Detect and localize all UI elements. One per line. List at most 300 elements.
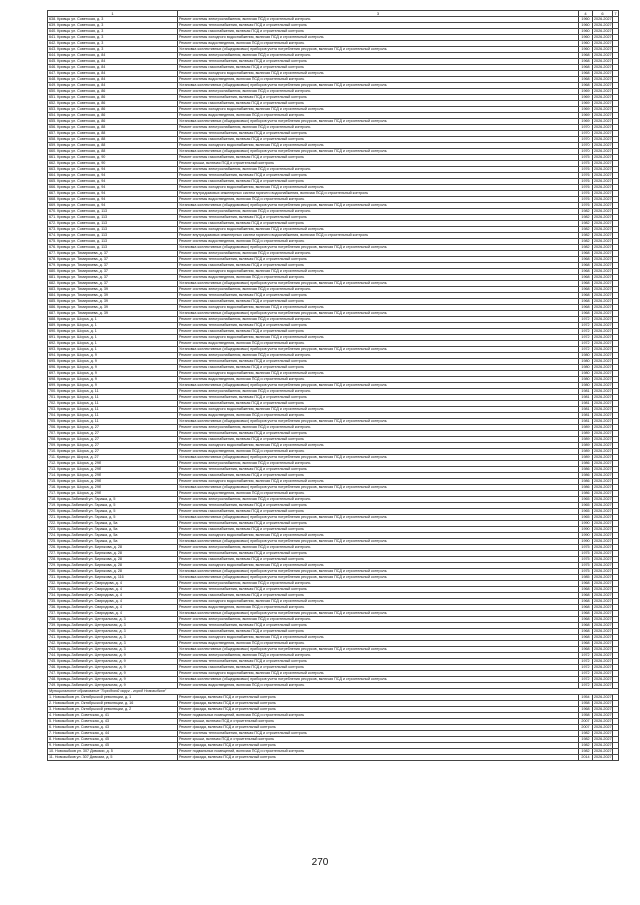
row-period: 2026-2027 (594, 347, 612, 351)
row-address: 708. Кривцы ул. Шорса, д. 27 (48, 437, 178, 443)
row-work-type: Ремонт системы водоотведения, включая ПСД и строительный контроль (178, 605, 579, 611)
row-address: 701. Кривцы ул. Шорса, д. 11 (48, 395, 178, 401)
row-period: 2026-2027 (594, 455, 612, 459)
row-year: 1968 (579, 623, 593, 629)
row-year: 1976 (579, 191, 593, 197)
row-address: 686. Кривцы ул. Тимирязева, д. 39 (48, 305, 178, 311)
row-work-type: Ремонт системы теплоснабжения, включая ПСД и строительный контроль (178, 95, 579, 101)
row-year: 1968 (579, 59, 593, 65)
row-address: 722. Кривцы-Забинкий ул. Гаража, д. 5а (48, 521, 178, 527)
row-period: 2026-2027 (594, 563, 612, 567)
row-year: 1969 (579, 113, 593, 119)
row-period: 2026-2027 (594, 551, 612, 555)
row-address: 643. Кривцы ул. Советская, д. 3 (48, 47, 178, 53)
row-work-type: Ремонт фасада, включая ПСД и строительный контроль (178, 725, 579, 731)
row-period: 2026-2027 (594, 527, 612, 531)
row-address: 660. Кривцы ул. Советская, д. 88 (48, 149, 178, 155)
row-year: 1960 (579, 17, 593, 23)
row-year: 1980 (579, 359, 593, 365)
row-period: 2026-2027 (594, 35, 612, 39)
row-period: 2026-2027 (594, 281, 612, 285)
row-period: 2026-2027 (594, 659, 612, 663)
row-address: 692. Кривцы ул. Шорса, д. 1 (48, 341, 178, 347)
row-period: 2026-2027 (594, 635, 612, 639)
row-address: 691. Кривцы ул. Шорса, д. 1 (48, 335, 178, 341)
row-work-type: Ремонт системы теплоснабжения, включая ПСД и строительный контроль (178, 323, 579, 329)
row-address: 1. Новозыбков ул. Октябрьской революции, д. 1 (48, 695, 178, 701)
row-address: 690. Кривцы ул. Шорса, д. 1 (48, 329, 178, 335)
row-period: 2026-2027 (594, 425, 612, 429)
row-year: 1968 (579, 77, 593, 83)
row-year: 1968 (579, 611, 593, 617)
row-work-type: Ремонт системы газоснабжения, включая ПСД и строительный контроль (178, 527, 579, 533)
row-year: 1990 (579, 533, 593, 539)
row-work-type: Ремонт системы электроснабжения, включая ПСД и строительный контроль (178, 461, 579, 467)
row-year: 1975 (579, 557, 593, 563)
row-year: 1968 (579, 65, 593, 71)
row-period: 2026-2027 (594, 311, 612, 315)
row-address: 666. Кривцы ул. Советская, д. 94 (48, 185, 178, 191)
row-year: 1968 (579, 281, 593, 287)
row-address: 702. Кривцы ул. Шорса, д. 11 (48, 401, 178, 407)
row-year: 1980 (579, 365, 593, 371)
row-address: 667. Кривцы ул. Советская, д. 94 (48, 191, 178, 197)
table-row (48, 755, 619, 761)
row-address: 678. Кривцы ул. Тимирязева, д. 37 (48, 257, 178, 263)
row-address: 653. Кривцы ул. Советская, д. 86 (48, 107, 178, 113)
row-work-type: Ремонт системы электроснабжения, включая ПСД и строительный контроль (178, 209, 579, 215)
row-period: 2026-2027 (594, 497, 612, 501)
row-year: 1954 (579, 695, 593, 701)
row-address: 641. Кривцы ул. Советская, д. 3 (48, 35, 178, 41)
row-year: 1989 (579, 431, 593, 437)
row-year: 1968 (579, 599, 593, 605)
row-work-type: Ремонт системы газоснабжения, включая ПСД и строительный контроль (178, 155, 579, 161)
row-year: 1968 (579, 311, 593, 317)
row-work-type: Ремонт подвальных помещений, включая ПСД и строительный контроль (178, 749, 579, 755)
row-work-type: Ремонт системы водоотведения, включая ПСД и строительный контроль (178, 413, 579, 419)
row-address: 707. Кривцы ул. Шорса, д. 27 (48, 431, 178, 437)
row-period: 2026-2027 (594, 671, 612, 675)
row-period: 2026-2027 (594, 389, 612, 393)
row-work-type: Ремонт системы холодного водоснабжения, включая ПСД и строительный контроль (178, 635, 579, 641)
row-address: 717. Кривцы ул. Шорса, д. 29б (48, 491, 178, 497)
row-work-type: Ремонт системы газоснабжения, включая ПСД и строительный контроль (178, 65, 579, 71)
row-period: 2026-2027 (594, 95, 612, 99)
row-work-type: Установка коллективных (общедомовых) приборов учета потребления ресурсов, включая ПСД и строительный контроль (178, 203, 579, 209)
row-period: 2026-2027 (594, 23, 612, 27)
row-work-type: Ремонт системы холодного водоснабжения, включая ПСД и строительный контроль (178, 371, 579, 377)
row-work-type: Установка коллективных (общедомовых) приборов учета потребления ресурсов, включая ПСД и строительный контроль (178, 419, 579, 425)
row-address: 2. Новозыбков ул. Октябрьской революции, д. 16 (48, 701, 178, 707)
row-period: 2026-2027 (594, 707, 612, 711)
row-address: 741. Кривцы-Забинкий ул. Центральная, д. 3 (48, 635, 178, 641)
row-address: 5. Новозыбков ул. Советская, д. 43 (48, 719, 178, 725)
row-period: 2026-2027 (594, 509, 612, 513)
row-address: 661. Кривцы ул. Советская, д. 90 (48, 155, 178, 161)
row-period: 2026-2027 (594, 323, 612, 327)
row-address: 671. Кривцы ул. Советская, д. 113 (48, 215, 178, 221)
row-work-type: Ремонт крыши, включая ПСД и строительный контроль (178, 719, 579, 725)
row-address: 709. Кривцы ул. Шорса, д. 27 (48, 443, 178, 449)
header-col-6: 6 (593, 11, 613, 17)
row-address: 656. Кривцы ул. Советская, д. 88 (48, 125, 178, 131)
row-address: 3. Новозыбков ул. Октябрьской революции, д. 2 (48, 707, 178, 713)
row-address: 716. Кривцы ул. Шорса, д. 29б (48, 485, 178, 491)
row-address: 640. Кривцы ул. Советская, д. 3 (48, 29, 178, 35)
row-work-type: Установка коллективных (общедомовых) приборов учета потребления ресурсов, включая ПСД и строительный контроль (178, 539, 579, 545)
row-address: 689. Кривцы ул. Шорса, д. 1 (48, 323, 178, 329)
row-year: 1970 (579, 149, 593, 155)
row-year: 1965 (579, 497, 593, 503)
row-address: 644. Кривцы ул. Советская, д. 84 (48, 53, 178, 59)
row-work-type: Ремонт системы теплоснабжения, включая ПСД и строительный контроль (178, 503, 579, 509)
row-year: 1989 (579, 437, 593, 443)
row-year: 1981 (579, 413, 593, 419)
row-year: 1972 (579, 335, 593, 341)
row-period: 2026-2027 (594, 701, 612, 705)
row-work-type: Ремонт системы холодного водоснабжения, включая ПСД и строительный контроль (178, 35, 579, 41)
row-address: 658. Кривцы ул. Советская, д. 88 (48, 137, 178, 143)
row-year: 1972 (579, 671, 593, 677)
row-period: 2026-2027 (594, 47, 612, 51)
row-work-type: Ремонт системы электроснабжения, включая ПСД и строительный контроль (178, 353, 579, 359)
row-address: 720. Кривцы-Забинкий ул. Гаража, д. 5 (48, 509, 178, 515)
row-year: 1970 (579, 125, 593, 131)
row-year: 1982 (579, 245, 593, 251)
row-year: 1968 (579, 617, 593, 623)
row-year: 1982 (579, 239, 593, 245)
row-work-type: Ремонт системы теплоснабжения, включая ПСД и строительный контроль (178, 293, 579, 299)
row-year: 1982 (579, 749, 593, 755)
row-address: 696. Кривцы ул. Шорса, д. 9 (48, 365, 178, 371)
row-address: 748. Кривцы-Забинкий ул. Центральная, д. 9 (48, 677, 178, 683)
row-period: 2026-2027 (594, 143, 612, 147)
row-year: 1972 (579, 347, 593, 353)
row-period: 2026-2027 (594, 683, 612, 687)
row-address: 703. Кривцы ул. Шорса, д. 11 (48, 407, 178, 413)
row-period: 2026-2027 (594, 461, 612, 465)
row-work-type: Ремонт системы водоотведения, включая ПСД и строительный контроль (178, 641, 579, 647)
row-period: 2026-2027 (594, 335, 612, 339)
row-period: 2026-2027 (594, 677, 612, 681)
row-address: 715. Кривцы ул. Шорса, д. 29б (48, 479, 178, 485)
row-year: 1990 (579, 527, 593, 533)
row-address: 654. Кривцы ул. Советская, д. 86 (48, 113, 178, 119)
row-work-type: Ремонт системы холодного водоснабжения, включая ПСД и строительный контроль (178, 185, 579, 191)
row-work-type: Ремонт системы теплоснабжения, включая ПСД и строительный контроль (178, 173, 579, 179)
row-address: 674. Кривцы ул. Советская, д. 113 (48, 233, 178, 239)
row-year: 1972 (579, 683, 593, 689)
row-period: 2026-2027 (594, 53, 612, 57)
row-period: 2026-2027 (594, 443, 612, 447)
row-work-type: Ремонт системы водоотведения, включая ПСД и строительный контроль (178, 197, 579, 203)
row-work-type: Ремонт системы электроснабжения, включая ПСД и строительный контроль (178, 317, 579, 323)
row-work-type: Ремонт системы теплоснабжения, включая ПСД и строительный контроль (178, 59, 579, 65)
row-period: 2026-2027 (594, 467, 612, 471)
row-period: 2026-2027 (594, 377, 612, 381)
row-period: 2026-2027 (594, 749, 612, 753)
row-year: 1965 (579, 515, 593, 521)
row-work-type: Ремонт системы газоснабжения, включая ПСД и строительный контроль (178, 437, 579, 443)
row-period: 2026-2027 (594, 431, 612, 435)
row-address: 746. Кривцы-Забинкий ул. Центральная, д. 9 (48, 665, 178, 671)
row-address: 672. Кривцы ул. Советская, д. 113 (48, 221, 178, 227)
row-address: 747. Кривцы-Забинкий ул. Центральная, д. 9 (48, 671, 178, 677)
row-work-type: Ремонт системы холодного водоснабжения, включая ПСД и строительный контроль (178, 305, 579, 311)
row-address: 4. Новозыбков ул. Советская, д. 41 (48, 713, 178, 719)
row-address: 684. Кривцы ул. Тимирязева, д. 39 (48, 293, 178, 299)
row-period: 2026-2027 (594, 587, 612, 591)
row-year: 1968 (579, 299, 593, 305)
row-period: 2026-2027 (594, 167, 612, 171)
row-period: 2026-2027 (594, 545, 612, 549)
row-address: 688. Кривцы ул. Шорса, д. 1 (48, 317, 178, 323)
row-year: 1982 (579, 209, 593, 215)
row-year: 1968 (579, 593, 593, 599)
row-year: 1975 (579, 155, 593, 161)
row-work-type: Ремонт системы водоотведения, включая ПСД и строительный контроль (178, 113, 579, 119)
row-work-type: Ремонт системы теплоснабжения, включая ПСД и строительный контроль (178, 551, 579, 557)
row-period: 2026-2027 (594, 209, 612, 213)
row-work-type: Ремонт системы электроснабжения, включая ПСД и строительный контроль (178, 53, 579, 59)
row-year: 2007 (579, 719, 593, 725)
row-year: 1960 (579, 47, 593, 53)
row-address: 721. Кривцы-Забинкий ул. Гаража, д. 5 (48, 515, 178, 521)
row-period: 2026-2027 (594, 515, 612, 519)
row-period: 2026-2027 (594, 665, 612, 669)
row-period: 2026-2027 (594, 245, 612, 249)
row-address: 742. Кривцы-Забинкий ул. Центральная, д. 3 (48, 641, 178, 647)
row-year: 1976 (579, 167, 593, 173)
row-address: 743. Кривцы-Забинкий ул. Центральная, д. 3 (48, 647, 178, 653)
header-col-7: 7 (614, 11, 617, 16)
row-address: 713. Кривцы ул. Шорса, д. 29б (48, 467, 178, 473)
row-period: 2026-2027 (594, 725, 612, 729)
row-year: 1968 (579, 293, 593, 299)
row-year: 1982 (579, 743, 593, 749)
row-year: 2007 (579, 725, 593, 731)
row-period: 2026-2027 (594, 71, 612, 75)
row-work-type: Ремонт системы электроснабжения, включая ПСД и строительный контроль (178, 581, 579, 587)
row-year: 1969 (579, 119, 593, 125)
row-address: 681. Кривцы ул. Тимирязева, д. 37 (48, 275, 178, 281)
row-work-type: Установка коллективных (общедомовых) приборов учета потребления ресурсов, включая ПСД и строительный контроль (178, 455, 579, 461)
row-work-type: Ремонт системы газоснабжения, включая ПСД и строительный контроль (178, 629, 579, 635)
row-address: 695. Кривцы ул. Шорса, д. 9 (48, 359, 178, 365)
row-work-type: Ремонт фасада, включая ПСД и строительный контроль (178, 743, 579, 749)
row-work-type: Ремонт системы холодного водоснабжения, включая ПСД и строительный контроль (178, 563, 579, 569)
table-body (48, 17, 619, 761)
row-period: 2026-2027 (594, 257, 612, 261)
row-address: 727. Кривцы-Забинкий ул. Бирюкова, д. 28 (48, 551, 178, 557)
row-period: 2026-2027 (594, 599, 612, 603)
row-work-type: Установка коллективных (общедомовых) приборов учета потребления ресурсов, включая ПСД и строительный контроль (178, 515, 579, 521)
row-year: 1968 (579, 263, 593, 269)
row-address: 728. Кривцы-Забинкий ул. Бирюкова, д. 28 (48, 557, 178, 563)
row-work-type: Ремонт системы теплоснабжения, включая ПСД и строительный контроль (178, 731, 579, 737)
row-year: 1986 (579, 473, 593, 479)
row-address: 726. Кривцы-Забинкий ул. Бирюкова, д. 28 (48, 545, 178, 551)
row-work-type: Ремонт системы электроснабжения, включая ПСД и строительный контроль (178, 617, 579, 623)
row-address: 723. Кривцы-Забинкий ул. Гаража, д. 5а (48, 527, 178, 533)
row-year: 1968 (579, 629, 593, 635)
row-year: 1972 (579, 653, 593, 659)
row-work-type: Ремонт системы электроснабжения, включая ПСД и строительный контроль (178, 545, 579, 551)
row-address: 694. Кривцы ул. Шорса, д. 9 (48, 353, 178, 359)
row-year: 1982 (579, 233, 593, 239)
row-year: 1968 (579, 53, 593, 59)
row-year: 1980 (579, 383, 593, 389)
row-period: 2026-2027 (594, 293, 612, 297)
row-work-type: Ремонт системы теплоснабжения, включая ПСД и строительный контроль (178, 623, 579, 629)
row-period: 2026-2027 (594, 557, 612, 561)
row-work-type: Ремонт системы газоснабжения, включая ПСД и строительный контроль (178, 665, 579, 671)
row-address: 734. Кривцы-Забинкий ул. Свиридова, д. 4 (48, 593, 178, 599)
row-work-type: Ремонт системы газоснабжения, включая ПСД и строительный контроль (178, 557, 579, 563)
row-period: 2026-2027 (594, 185, 612, 189)
row-address: 673. Кривцы ул. Советская, д. 113 (48, 227, 178, 233)
row-address: 669. Кривцы ул. Советская, д. 94 (48, 203, 178, 209)
row-year: 1980 (579, 371, 593, 377)
row-period: 2026-2027 (594, 395, 612, 399)
row-period: 2026-2027 (594, 341, 612, 345)
row-work-type: Ремонт подвальных помещений, включая ПСД и строительный контроль (178, 713, 579, 719)
row-year: 1968 (579, 605, 593, 611)
row-work-type: Установка коллективных (общедомовых) приборов учета потребления ресурсов, включая ПСД и строительный контроль (178, 119, 579, 125)
row-period: 2026-2027 (594, 737, 612, 741)
row-address: 645. Кривцы ул. Советская, д. 84 (48, 59, 178, 65)
page-number: 270 (311, 857, 329, 868)
row-period: 2026-2027 (594, 695, 612, 699)
row-work-type: Ремонт системы теплоснабжения, включая ПСД и строительный контроль (178, 521, 579, 527)
row-period: 2026-2027 (594, 305, 612, 309)
row-year: 1976 (579, 185, 593, 191)
row-year: 1976 (579, 197, 593, 203)
row-period: 2026-2027 (594, 59, 612, 63)
row-address: 659. Кривцы ул. Советская, д. 88 (48, 143, 178, 149)
row-period: 2026-2027 (594, 629, 612, 633)
row-work-type: Установка коллективных (общедомовых) приборов учета потребления ресурсов, включая ПСД и строительный контроль (178, 647, 579, 653)
row-year: 1960 (579, 23, 593, 29)
row-address: 10. Новозыбков ул. 307 Дивизии, д. 5 (48, 749, 178, 755)
row-work-type: Ремонт системы холодного водоснабжения, включая ПСД и строительный контроль (178, 143, 579, 149)
row-period: 2026-2027 (594, 161, 612, 165)
row-year: 1990 (579, 539, 593, 545)
row-period: 2026-2027 (594, 269, 612, 273)
row-period: 2026-2027 (594, 299, 612, 303)
row-year: 1975 (579, 551, 593, 557)
row-period: 2026-2027 (594, 215, 612, 219)
row-period: 2026-2027 (594, 449, 612, 453)
row-period: 2026-2027 (594, 329, 612, 333)
row-work-type: Ремонт крыши, включая ПСД и строительный контроль (178, 737, 579, 743)
row-address: 649. Кривцы ул. Советская, д. 84 (48, 83, 178, 89)
row-work-type: Ремонт системы водоотведения, включая ПСД и строительный контроль (178, 275, 579, 281)
row-period: 2026-2027 (594, 125, 612, 129)
row-period: 2026-2027 (594, 533, 612, 537)
row-year: 1972 (579, 665, 593, 671)
header-col-3: 3 (178, 11, 579, 17)
row-work-type: Ремонт системы электроснабжения, включая ПСД и строительный контроль (178, 389, 579, 395)
row-year: 1985 (579, 575, 593, 581)
row-period: 2026-2027 (594, 605, 612, 609)
row-address: 711. Кривцы ул. Шорса, д. 27 (48, 455, 178, 461)
row-year: 1980 (579, 353, 593, 359)
row-work-type: Установка коллективных (общедомовых) приборов учета потребления ресурсов, включая ПСД и строительный контроль (178, 245, 579, 251)
row-work-type: Установка коллективных (общедомовых) приборов учета потребления ресурсов, включая ПСД и строительный контроль (178, 347, 579, 353)
row-work-type: Ремонт системы газоснабжения, включая ПСД и строительный контроль (178, 365, 579, 371)
row-work-type: Ремонт системы водоотведения, включая ПСД и строительный контроль (178, 77, 579, 83)
row-period: 2026-2027 (594, 713, 612, 717)
row-work-type: Ремонт системы водоотведения, включая ПСД и строительный контроль (178, 449, 579, 455)
row-work-type: Ремонт системы теплоснабжения, включая ПСД и строительный контроль (178, 257, 579, 263)
row-year: 2014 (579, 755, 593, 761)
row-work-type: Ремонт системы холодного водоснабжения, включая ПСД и строительный контроль (178, 407, 579, 413)
row-address: 736. Кривцы-Забинкий ул. Свиридова, д. 4 (48, 605, 178, 611)
row-work-type: Ремонт системы газоснабжения, включая ПСД и строительный контроль (178, 179, 579, 185)
row-period: 2026-2027 (594, 275, 612, 279)
row-year: 1982 (579, 215, 593, 221)
row-year: 1986 (579, 479, 593, 485)
row-year: 1958 (579, 713, 593, 719)
row-year: 1975 (579, 569, 593, 575)
row-work-type: Ремонт системы электроснабжения, включая ПСД и строительный контроль (178, 653, 579, 659)
row-period: 2026-2027 (594, 101, 612, 105)
row-year: 1976 (579, 173, 593, 179)
row-address: 11. Новозыбков ул. 307 Дивизии, д. 5 (48, 755, 178, 761)
row-work-type: Ремонт фасада, включая ПСД и строительный контроль (178, 755, 579, 761)
row-year: 1989 (579, 425, 593, 431)
row-period: 2026-2027 (594, 743, 612, 747)
row-work-type: Ремонт фасада, включая ПСД и строительный контроль (178, 707, 579, 713)
row-period: 2026-2027 (594, 719, 612, 723)
row-work-type: Ремонт системы газоснабжения, включая ПСД и строительный контроль (178, 137, 579, 143)
header-col-4: 4 (579, 11, 593, 17)
row-work-type: Ремонт системы газоснабжения, включая ПСД и строительный контроль (178, 593, 579, 599)
row-year: 1965 (579, 503, 593, 509)
row-address: 652. Кривцы ул. Советская, д. 86 (48, 101, 178, 107)
row-year: 1968 (579, 587, 593, 593)
row-year: 1976 (579, 203, 593, 209)
row-year: 1982 (579, 227, 593, 233)
row-year: 1975 (579, 545, 593, 551)
row-address: 697. Кривцы ул. Шорса, д. 9 (48, 371, 178, 377)
row-address: 646. Кривцы ул. Советская, д. 84 (48, 65, 178, 71)
row-address: 679. Кривцы ул. Тимирязева, д. 37 (48, 263, 178, 269)
row-address: 682. Кривцы ул. Тимирязева, д. 37 (48, 281, 178, 287)
row-year: 1968 (579, 707, 593, 713)
row-period: 2026-2027 (594, 239, 612, 243)
row-year: 1990 (579, 521, 593, 527)
row-work-type: Ремонт системы электроснабжения, включая ПСД и строительный контроль (178, 167, 579, 173)
row-address: 650. Кривцы ул. Советская, д. 86 (48, 89, 178, 95)
row-work-type: Ремонт системы холодного водоснабжения, включая ПСД и строительный контроль (178, 107, 579, 113)
row-work-type: Установка коллективных (общедомовых) приборов учета потребления ресурсов, включая ПСД и строительный контроль (178, 47, 579, 53)
row-address: 737. Кривцы-Забинкий ул. Свиридова, д. 4 (48, 611, 178, 617)
row-address: 705. Кривцы ул. Шорса, д. 11 (48, 419, 178, 425)
row-address: 730. Кривцы-Забинкий ул. Бирюкова, д. 28 (48, 569, 178, 575)
row-work-type: Ремонт системы водоотведения, включая ПСД и строительный контроль (178, 683, 579, 689)
row-period: 2026-2027 (594, 401, 612, 405)
row-address: 655. Кривцы ул. Советская, д. 86 (48, 119, 178, 125)
row-year: 1958 (579, 701, 593, 707)
row-work-type: Ремонт системы теплоснабжения, включая ПСД и строительный контроль (178, 431, 579, 437)
row-work-type: Ремонт системы газоснабжения, включая ПСД и строительный контроль (178, 299, 579, 305)
row-work-type: Установка коллективных (общедомовых) приборов учета потребления ресурсов, включая ПСД и строительный контроль (178, 311, 579, 317)
row-address: 719. Кривцы-Забинкий ул. Гаража, д. 5 (48, 503, 178, 509)
row-work-type: Ремонт системы теплоснабжения, включая ПСД и строительный контроль (178, 467, 579, 473)
